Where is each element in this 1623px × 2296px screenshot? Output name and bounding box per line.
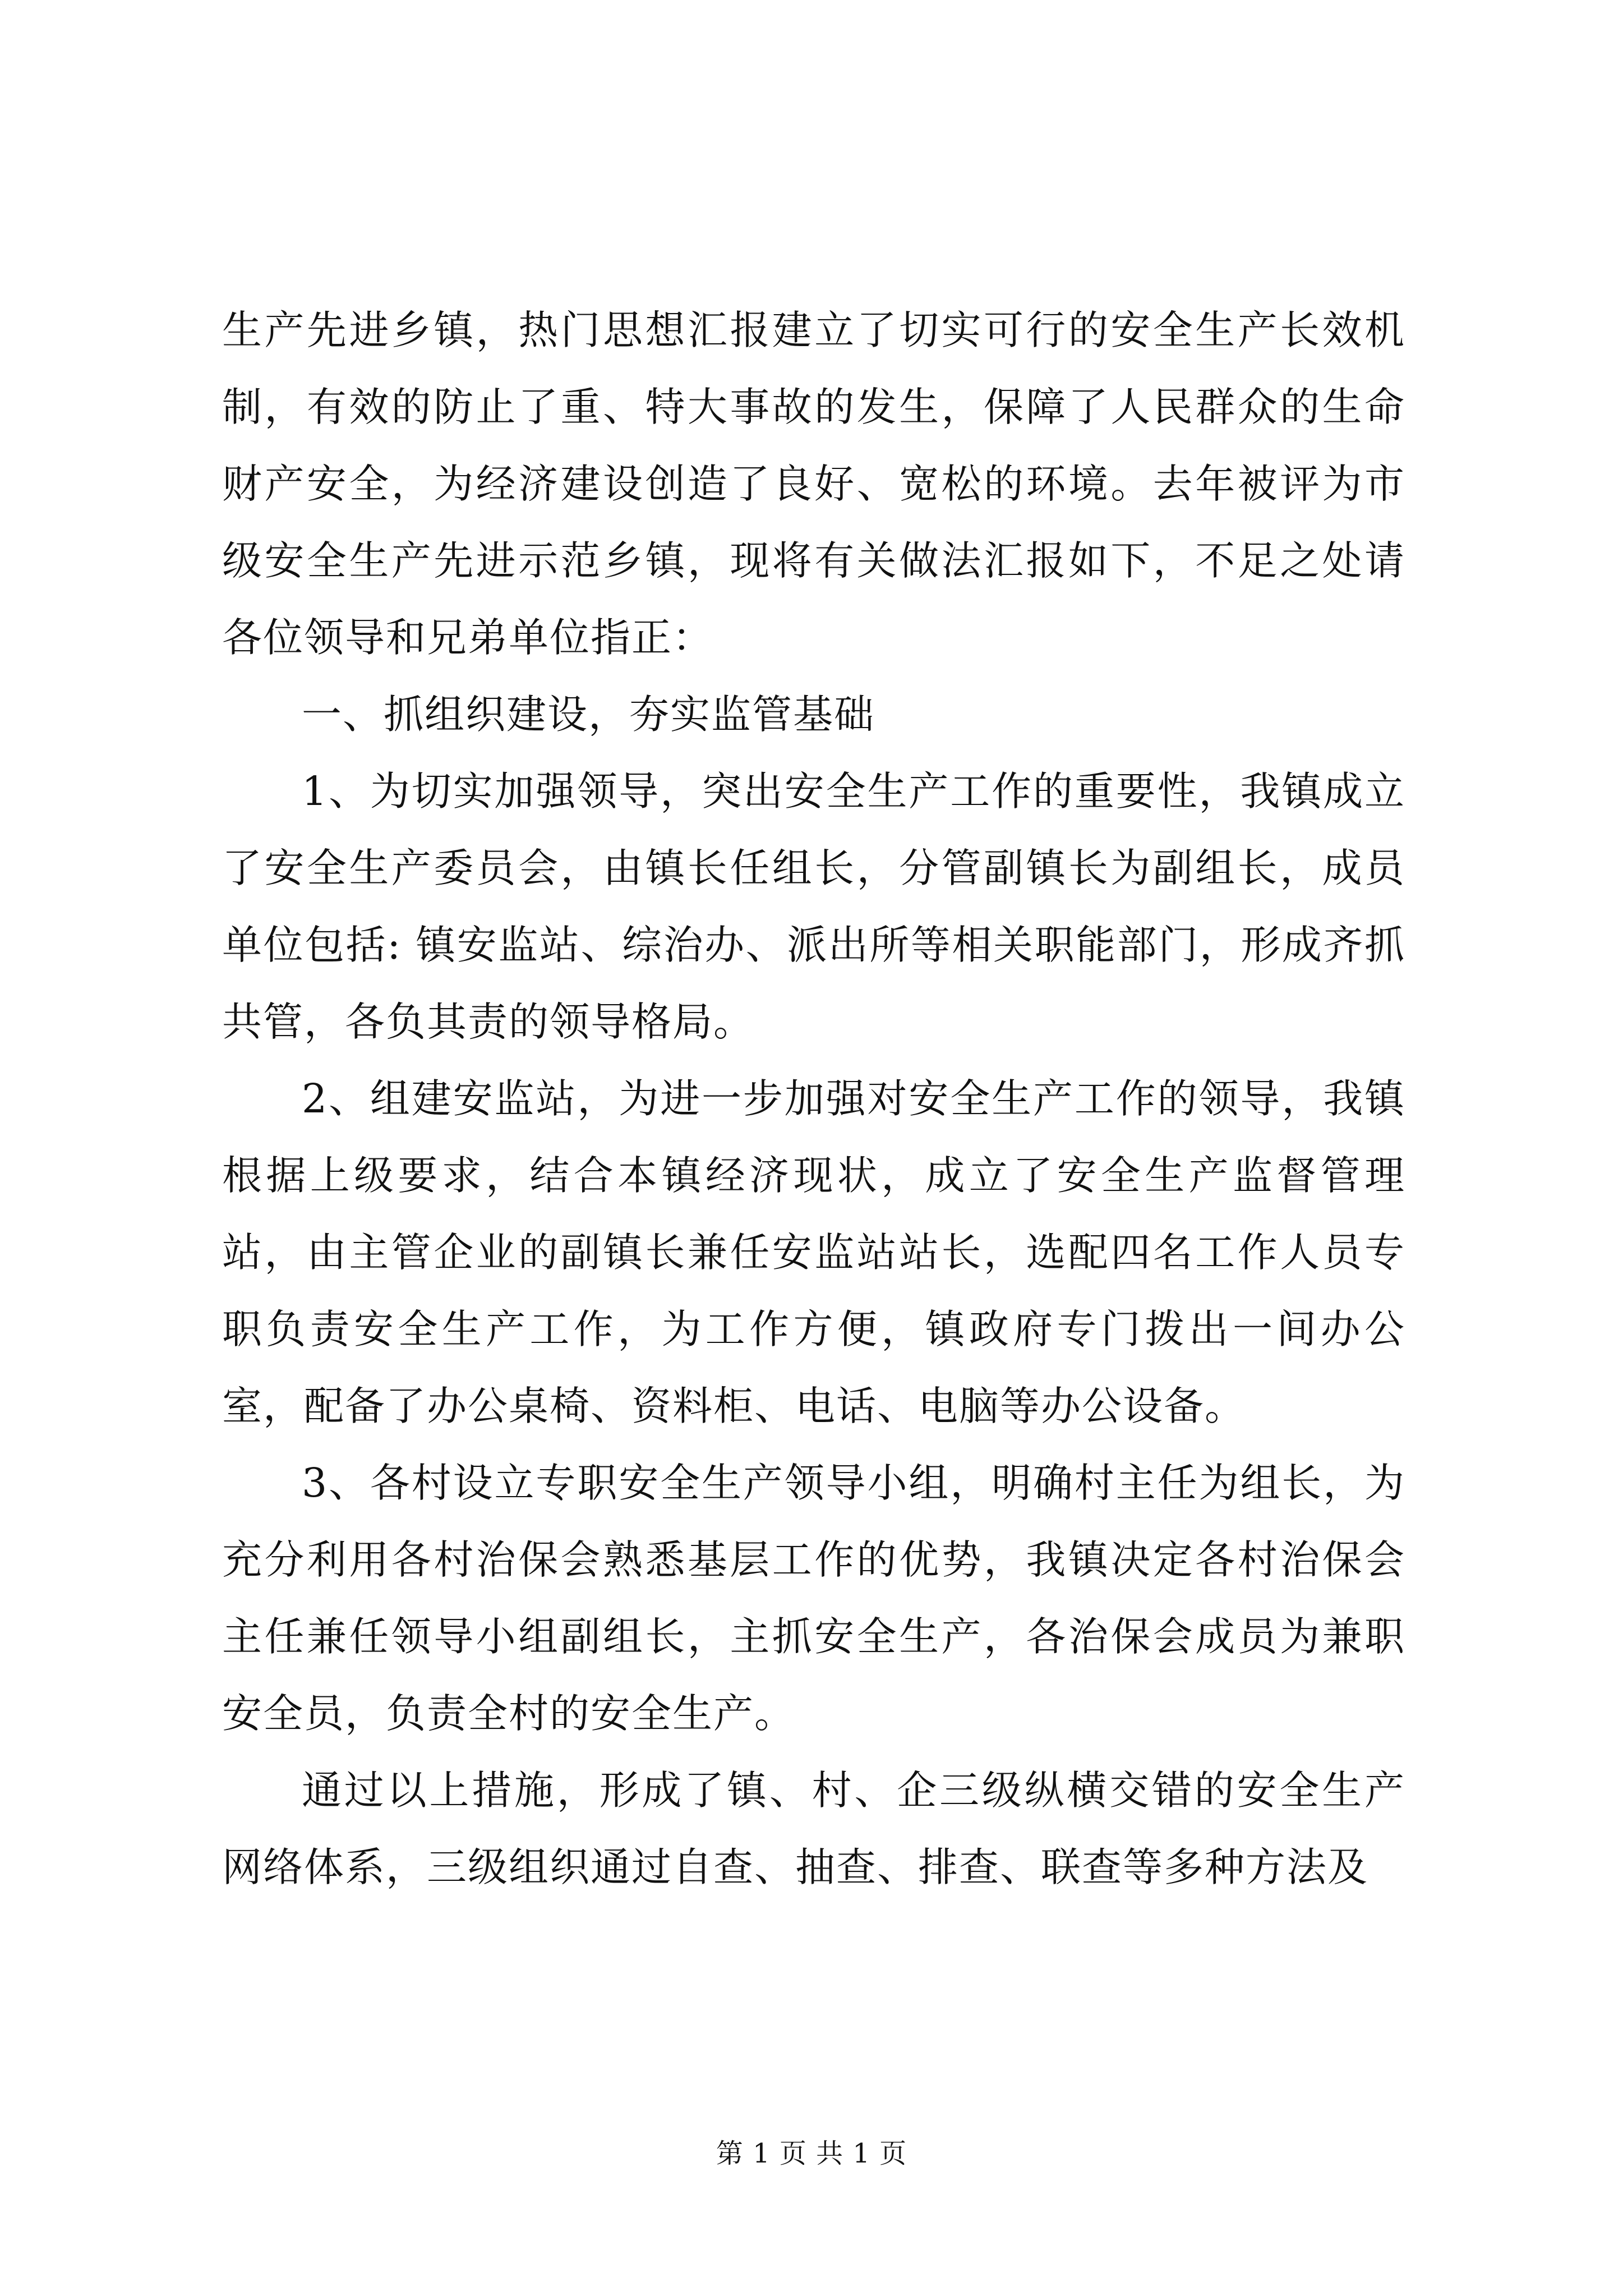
paragraph-item-2: 2、组建安监站，为进一步加强对安全生产工作的领导，我镇根据上级要求，结合本镇经济现状，成立了安全生产监督管理站，由主管企业的副镇长兼任安监站站长，选配四名工作人员专职负责安全生产工作，为工作方便，镇政府专门拨出一间办公室，配备了办公桌椅、资料柜、电话、电脑等办公设备。: [222, 1075, 1405, 1429]
paragraph-item-3: 3、各村设立专职安全生产领导小组，明确村主任为组长，为充分利用各村治保会熟悉基层工作的优势，我镇决定各村治保会主任兼任领导小组副组长，主抓安全生产，各治保会成员为兼职安全员，负责全村的安全生产。: [222, 1460, 1405, 1737]
document-body: [222, 292, 1405, 1906]
paragraph-summary: 通过以上措施，形成了镇、村、企三级纵横交错的安全生产网络体系，三级组织通过自查、抽查、排查、联查等多种方法及: [222, 1767, 1405, 1890]
page-footer: 第 1 页 共 1 页: [716, 2138, 907, 2169]
section-heading: 一、抓组织建设，夯实监管基础: [302, 691, 875, 738]
paragraph-intro: 生产先进乡镇，热门思想汇报建立了切实可行的安全生产长效机制，有效的防止了重、特大事故的发生，保障了人民群众的生命财产安全，为经济建设创造了良好、宽松的环境。去年被评为市级安全生产先进示范乡镇，现将有关做法汇报如下，不足之处请各位领导和兄弟单位指正：: [222, 307, 1405, 661]
paragraph-item-1: 1、为切实加强领导，突出安全生产工作的重要性，我镇成立了安全生产委员会，由镇长任组长，分管副镇长为副组长，成员单位包括: 镇安监站、综治办、派出所等相关职能部门，形成齐抓共管，各负其责的领导格局。: [222, 768, 1405, 1045]
